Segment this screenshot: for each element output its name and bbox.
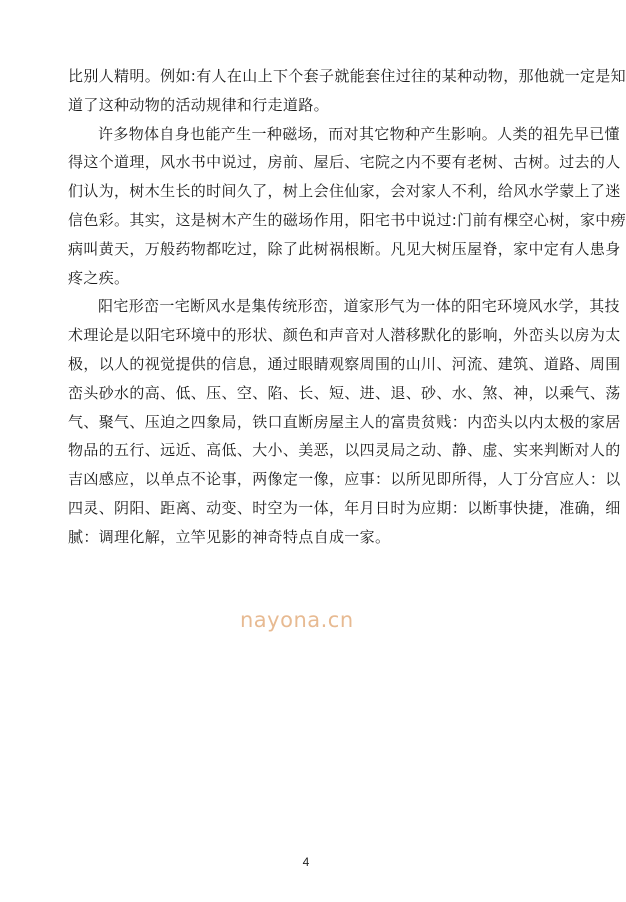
- paragraph: [68, 62, 626, 120]
- paragraph: [68, 292, 621, 551]
- page-number: 4: [302, 855, 310, 869]
- text-line: 阳宅形峦一宅断风水是集传统形峦，道家形气为一体的阳宅环境风水学，其技: [98, 297, 620, 316]
- text-line: 疼之疾。: [68, 268, 130, 287]
- paragraph: [68, 120, 626, 293]
- text-line: 四灵、阴阳、距离、动变、时空为一体，年月日时为应期：以断事快捷，准确，细: [68, 498, 621, 517]
- text-line: 病叫黄天，万般药物都吃过，除了此树祸根断。凡见大树压屋脊，家中定有人患身: [68, 239, 621, 258]
- text-line: 极，以人的视觉提供的信息，通过眼睛观察周围的山川、河流、建筑、道路、周围: [68, 354, 621, 373]
- text-line: 信色彩。其实，这是树木产生的磁场作用，阳宅书中说过:门前有棵空心树，家中痨: [68, 210, 626, 229]
- text-line: 吉凶感应，以单点不论事，两像定一像，应事：以所见即所得，人丁分宫应人：以: [68, 470, 621, 489]
- text-line: 物品的五行、远近、高低、大小、美恶，以四灵局之动、静、虚、实来判断对人的: [68, 441, 621, 460]
- text-line: 得这个道理，风水书中说过，房前、屋后、宅院之内不要有老树、古树。过去的人: [68, 153, 621, 172]
- text-line: 道了这种动物的活动规律和行走道路。: [68, 95, 329, 114]
- text-line: 峦头砂水的高、低、压、空、陷、长、短、进、退、砂、水、煞、神，以乘气、荡: [68, 383, 621, 402]
- text-line: 气、聚气、压迫之四象局，铁口直断房屋主人的富贵贫贱：内峦头以内太极的家居: [68, 412, 621, 431]
- text-line: 比别人精明。例如:有人在山上下个套子就能套住过往的某种动物，那他就一定是知: [68, 67, 626, 85]
- watermark: nayona.cn: [240, 608, 354, 632]
- text-line: 腻：调理化解，立竿见影的神奇特点自成一家。: [68, 527, 391, 546]
- text-line: 们认为，树木生长的时间久了，树上会住仙家，会对家人不利，给风水学蒙上了迷: [68, 182, 621, 201]
- body-text: [68, 62, 626, 552]
- text-line: 术理论是以阳宅环境中的形状、颜色和声音对人潜移默化的影响，外峦头以房为太: [68, 326, 621, 345]
- text-line: 许多物体自身也能产生一种磁场，而对其它物种产生影响。人类的祖先早已懂: [98, 124, 620, 143]
